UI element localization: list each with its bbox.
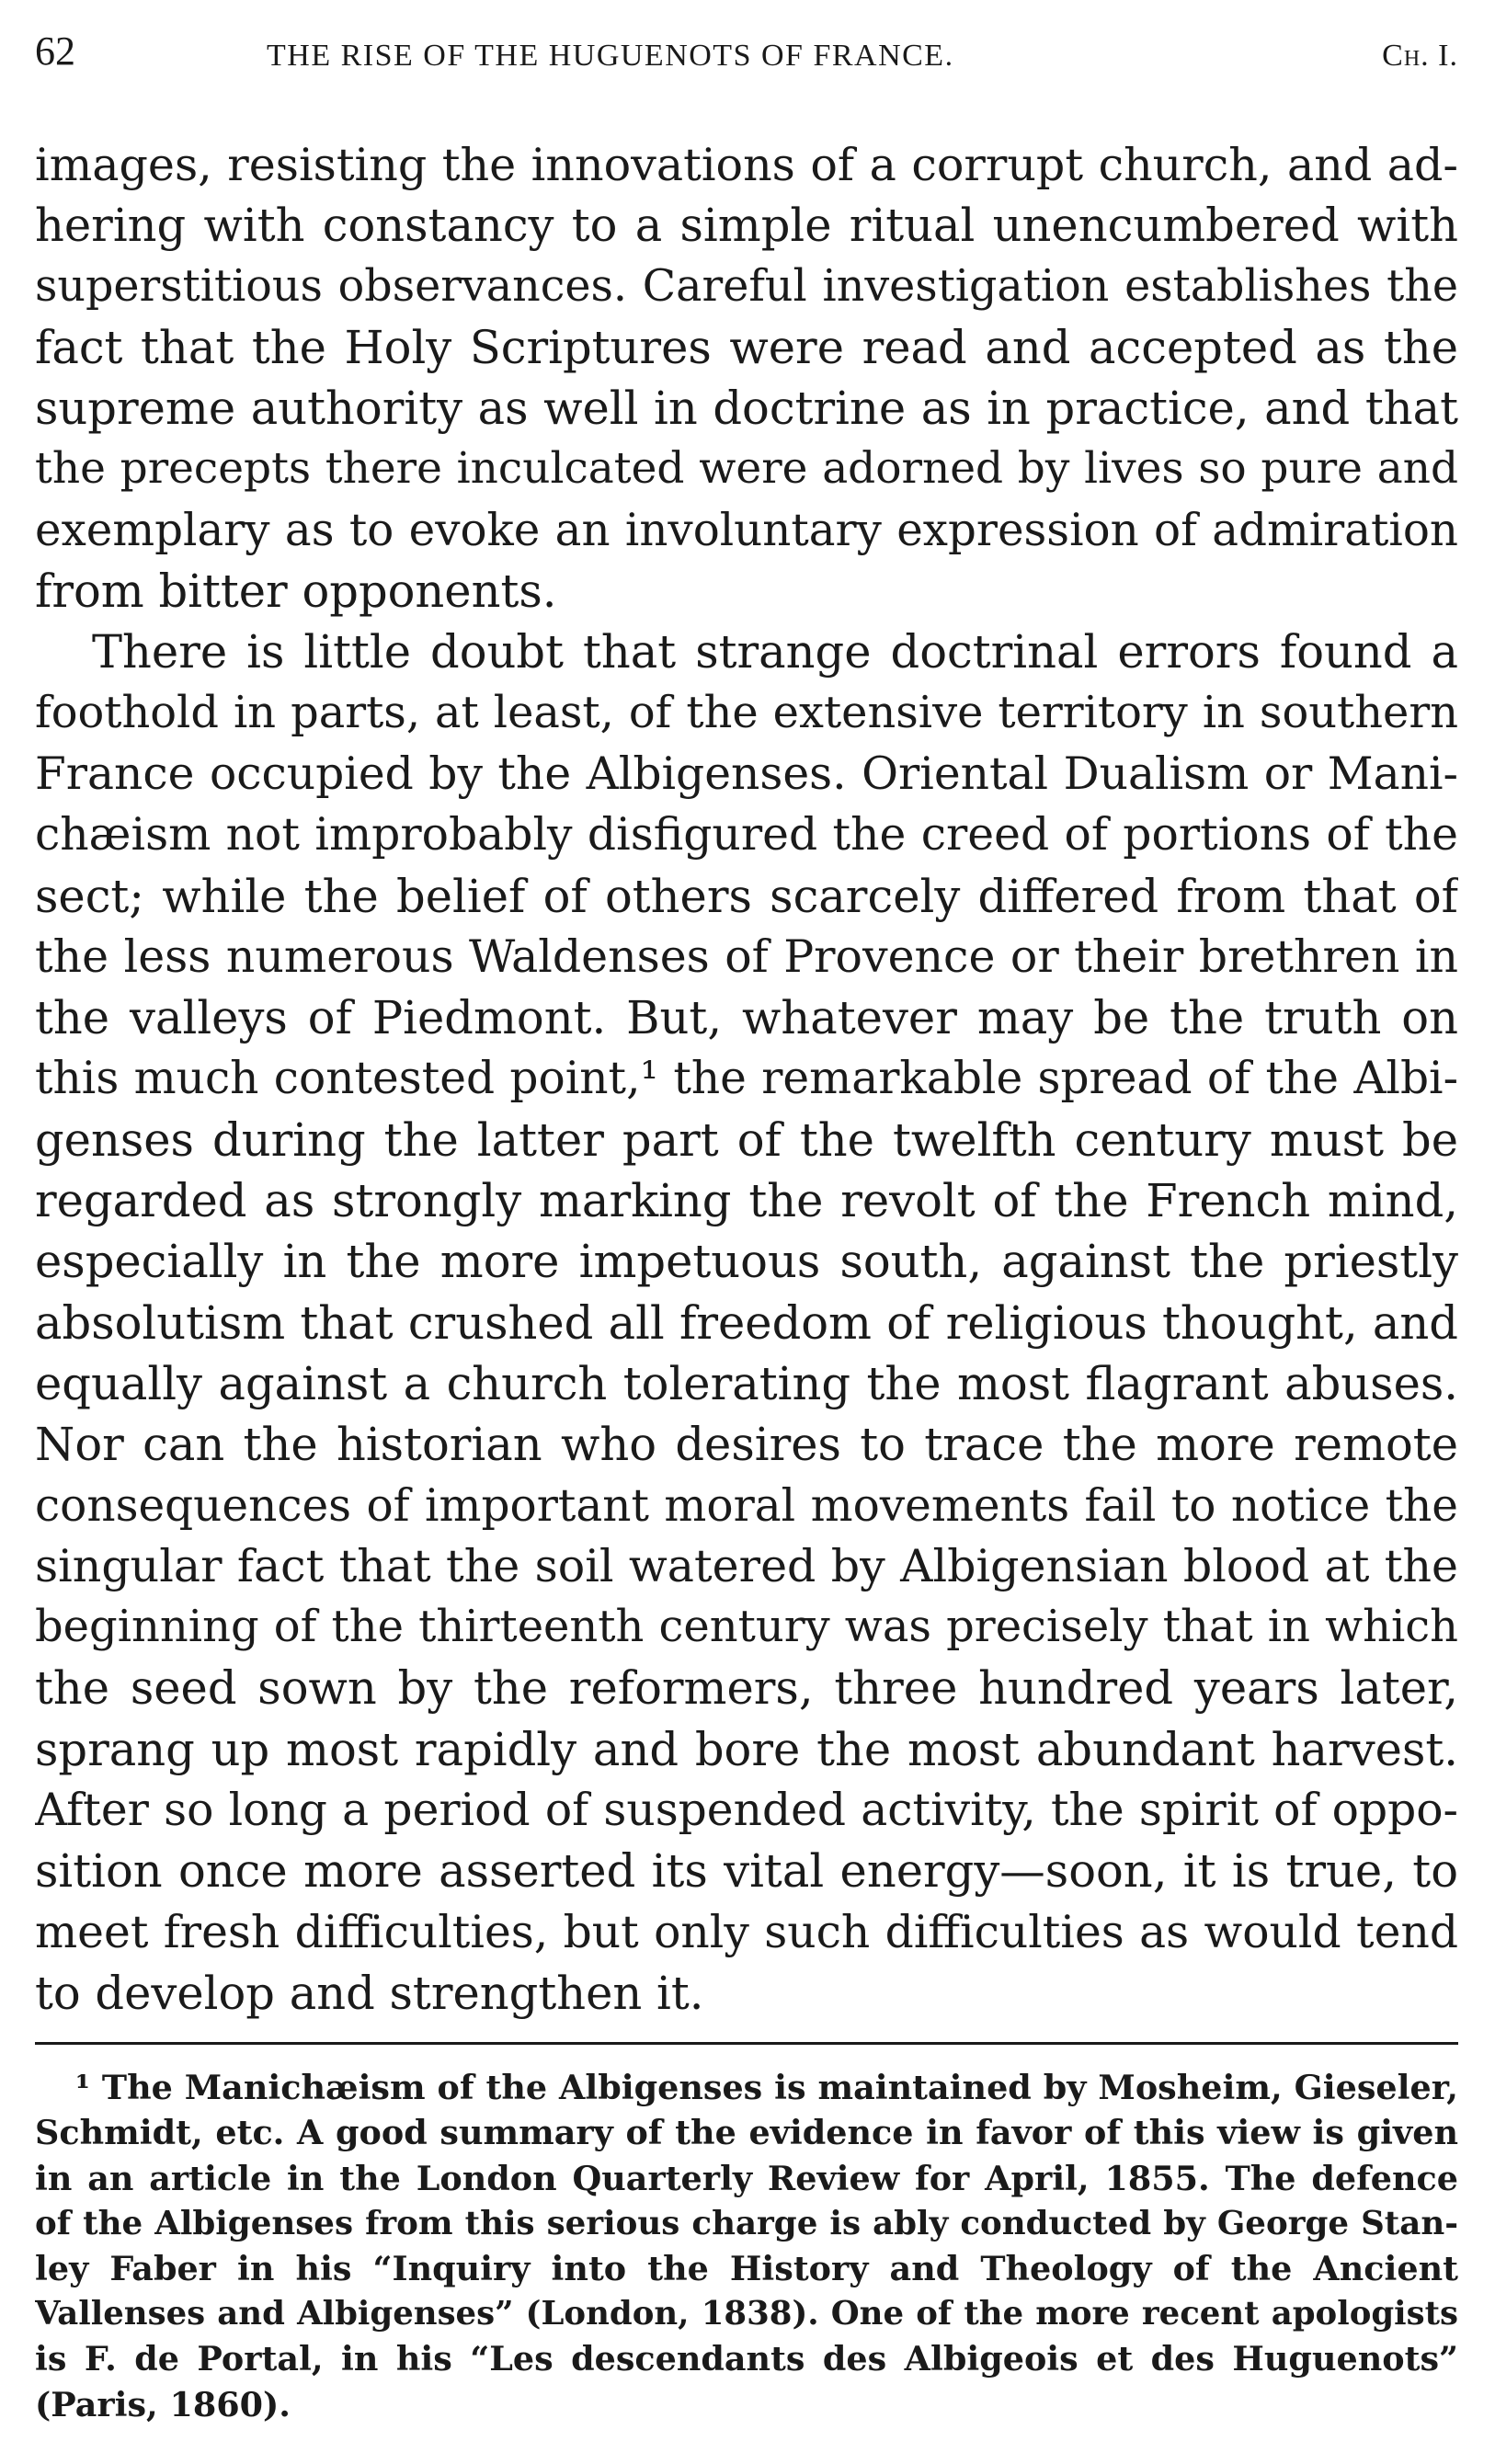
text-line: consequences of important moral movements fail to notice the [35, 1479, 1458, 1532]
text-line: absolutism that crushed all freedom of religious thought, and [35, 1295, 1458, 1350]
footnote-line: Vallenses and Albigenses” (London, 1838). One of the more recent apologists [35, 2295, 1458, 2333]
text-line: supreme authority as well in doctrine as in practice, and that [35, 382, 1458, 436]
footnote [35, 2065, 1458, 2427]
text-line: superstitious observances. Careful investigation establishes the [35, 260, 1458, 312]
text-line: Nor can the historian who desires to trace the more remote [35, 1418, 1458, 1472]
running-title: THE RISE OF THE HUGUENOTS OF FRANCE. [267, 39, 954, 73]
page-number: 62 [35, 29, 75, 74]
text-line: genses during the latter part of the twelfth century must be [35, 1112, 1458, 1167]
footnote-line: of the Albigenses from this serious charge is ably conducted by George Stan- [35, 2204, 1458, 2242]
footnote-line: in an article in the London Quarterly Review for April, 1855. The defence [35, 2158, 1458, 2198]
text-line: France occupied by the Albigenses. Oriental Dualism or Mani- [35, 747, 1458, 800]
footnote-line: (Paris, 1860). [35, 2384, 291, 2424]
page-header [35, 22, 1458, 77]
text-line: exemplary as to evoke an involuntary expression of admiration [35, 504, 1458, 556]
text-line: hering with constancy to a simple ritual unencumbered with [35, 199, 1458, 253]
text-line: the less numerous Waldenses of Provence or their brethren in [35, 930, 1458, 983]
text-line: regarded as strongly marking the revolt of the French mind, [35, 1174, 1458, 1228]
text-line: fact that the Holy Scriptures were read and accepted as the [35, 320, 1458, 374]
text-line: sprang up most rapidly and bore the most abundant harvest. [35, 1722, 1458, 1776]
footnote-line: ley Faber in his “Inquiry into the History and Theology of the Ancient [35, 2248, 1458, 2288]
text-line: to develop and strengthen it. [35, 1966, 704, 2020]
text-line: foothold in parts, at least, of the extensive territory in southern [35, 687, 1458, 738]
text-line: meet fresh difficulties, but only such difficulties as would tend [35, 1906, 1458, 1958]
book-page [35, 22, 1458, 2427]
footnote-rule [35, 2042, 1458, 2045]
text-line: this much contested point,¹ the remarkable spread of the Albi- [35, 1053, 1458, 1105]
text-line: the seed sown by the reformers, three hundred years later, [35, 1661, 1458, 1716]
text-line: sect; while the belief of others scarcely differed from that of [35, 869, 1458, 923]
text-line: There is little doubt that strange doctrinal errors found a [92, 625, 1458, 679]
text-line: After so long a period of suspended activity, the spirit of oppo- [35, 1785, 1458, 1837]
text-line: equally against a church tolerating the most flagrant abuses. [35, 1356, 1458, 1410]
body-text [35, 134, 1458, 2024]
footnote-line: ¹ The Manichæism of the Albigenses is maintained by Mosheim, Gieseler, [75, 2068, 1458, 2108]
footnote-line: is F. de Portal, in his “Les descendants des Albigeois et des Huguenots” [35, 2339, 1458, 2379]
text-line: singular fact that the soil watered by Albigensian blood at the [35, 1539, 1458, 1592]
text-line: images, resisting the innovations of a corrupt church, and ad- [35, 138, 1458, 191]
text-line: sition once more asserted its vital energy—soon, it is true, to [35, 1844, 1458, 1899]
text-line: from bitter opponents. [35, 565, 557, 619]
text-line: especially in the more impetuous south, against the priestly [35, 1235, 1458, 1289]
text-line: the precepts there inculcated were adorned by lives so pure and [35, 443, 1458, 495]
text-line: the valleys of Piedmont. But, whatever may be the truth on [35, 991, 1458, 1045]
text-line: chæism not improbably disfigured the creed of portions of the [35, 809, 1458, 861]
text-line: beginning of the thirteenth century was precisely that in which [35, 1602, 1458, 1653]
chapter-label: Ch. I. [1382, 39, 1458, 73]
footnote-line: Schmidt, etc. A good summary of the evidence in favor of this view is given [35, 2113, 1458, 2153]
